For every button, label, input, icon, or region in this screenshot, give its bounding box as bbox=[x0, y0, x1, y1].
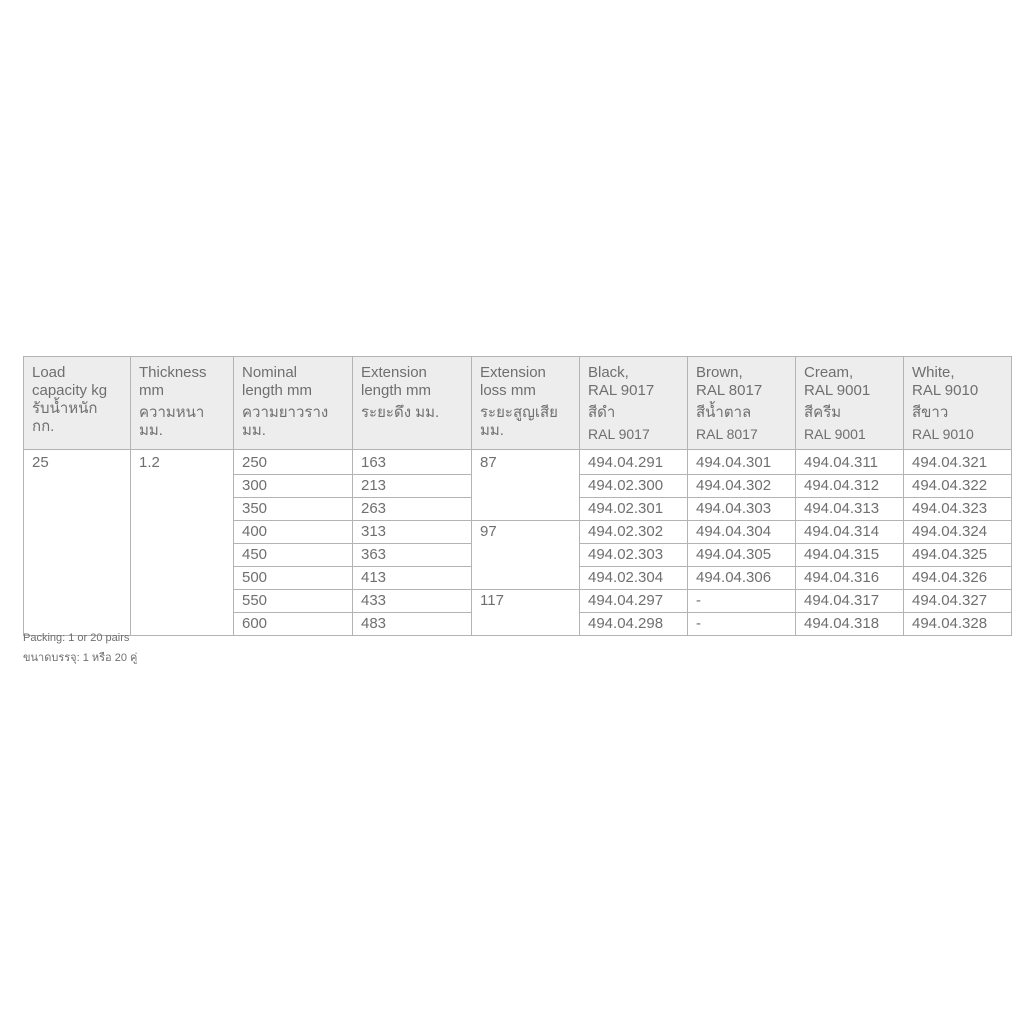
header-brown: Brown, RAL 8017 สีน้ำตาล RAL 8017 bbox=[688, 357, 796, 450]
nominal-length-cell: 300 bbox=[234, 475, 353, 498]
extension-loss-cell: 87 bbox=[472, 450, 580, 521]
nominal-length-cell: 350 bbox=[234, 498, 353, 521]
brown-article-cell: - bbox=[688, 590, 796, 613]
white-article-cell: 494.04.324 bbox=[904, 521, 1012, 544]
nominal-length-cell: 450 bbox=[234, 544, 353, 567]
brown-article-cell: 494.04.305 bbox=[688, 544, 796, 567]
extension-length-cell: 213 bbox=[353, 475, 472, 498]
header-extension-loss: Extension loss mm ระยะสูญเสีย มม. bbox=[472, 357, 580, 450]
black-article-cell: 494.02.303 bbox=[580, 544, 688, 567]
packing-note-th: ขนาดบรรจุ: 1 หรือ 20 คู่ bbox=[23, 652, 138, 664]
white-article-cell: 494.04.328 bbox=[904, 613, 1012, 636]
black-article-cell: 494.02.300 bbox=[580, 475, 688, 498]
black-article-cell: 494.04.298 bbox=[580, 613, 688, 636]
nominal-length-cell: 500 bbox=[234, 567, 353, 590]
cream-article-cell: 494.04.317 bbox=[796, 590, 904, 613]
cream-article-cell: 494.04.314 bbox=[796, 521, 904, 544]
extension-loss-cell: 97 bbox=[472, 521, 580, 590]
white-article-cell: 494.04.321 bbox=[904, 450, 1012, 475]
cream-article-cell: 494.04.311 bbox=[796, 450, 904, 475]
cream-article-cell: 494.04.312 bbox=[796, 475, 904, 498]
brown-article-cell: - bbox=[688, 613, 796, 636]
cream-article-cell: 494.04.315 bbox=[796, 544, 904, 567]
nominal-length-cell: 600 bbox=[234, 613, 353, 636]
cream-article-cell: 494.04.316 bbox=[796, 567, 904, 590]
extension-length-cell: 363 bbox=[353, 544, 472, 567]
white-article-cell: 494.04.326 bbox=[904, 567, 1012, 590]
extension-length-cell: 263 bbox=[353, 498, 472, 521]
extension-loss-cell: 117 bbox=[472, 590, 580, 636]
black-article-cell: 494.02.301 bbox=[580, 498, 688, 521]
specification-table bbox=[23, 356, 1012, 636]
thickness-cell: 1.2 bbox=[131, 450, 234, 636]
header-extension-length: Extension length mm ระยะดึง มม. bbox=[353, 357, 472, 450]
brown-article-cell: 494.04.302 bbox=[688, 475, 796, 498]
white-article-cell: 494.04.322 bbox=[904, 475, 1012, 498]
brown-article-cell: 494.04.304 bbox=[688, 521, 796, 544]
header-load-capacity: Load capacity kg รับน้ำหนัก กก. bbox=[24, 357, 131, 450]
brown-article-cell: 494.04.301 bbox=[688, 450, 796, 475]
extension-length-cell: 313 bbox=[353, 521, 472, 544]
header-thickness: Thickness mm ความหนา มม. bbox=[131, 357, 234, 450]
nominal-length-cell: 550 bbox=[234, 590, 353, 613]
header-white: White, RAL 9010 สีขาว RAL 9010 bbox=[904, 357, 1012, 450]
extension-length-cell: 483 bbox=[353, 613, 472, 636]
black-article-cell: 494.02.304 bbox=[580, 567, 688, 590]
packing-note-en: Packing: 1 or 20 pairs bbox=[23, 632, 130, 644]
brown-article-cell: 494.04.306 bbox=[688, 567, 796, 590]
cream-article-cell: 494.04.318 bbox=[796, 613, 904, 636]
black-article-cell: 494.04.297 bbox=[580, 590, 688, 613]
header-black: Black, RAL 9017 สีดำ RAL 9017 bbox=[580, 357, 688, 450]
table-row bbox=[24, 450, 1012, 475]
header-nominal-length: Nominal length mm ความยาวราง มม. bbox=[234, 357, 353, 450]
load-capacity-cell: 25 bbox=[24, 450, 131, 636]
header-cream: Cream, RAL 9001 สีครีม RAL 9001 bbox=[796, 357, 904, 450]
white-article-cell: 494.04.325 bbox=[904, 544, 1012, 567]
black-article-cell: 494.02.302 bbox=[580, 521, 688, 544]
extension-length-cell: 433 bbox=[353, 590, 472, 613]
white-article-cell: 494.04.323 bbox=[904, 498, 1012, 521]
nominal-length-cell: 250 bbox=[234, 450, 353, 475]
nominal-length-cell: 400 bbox=[234, 521, 353, 544]
black-article-cell: 494.04.291 bbox=[580, 450, 688, 475]
brown-article-cell: 494.04.303 bbox=[688, 498, 796, 521]
extension-length-cell: 163 bbox=[353, 450, 472, 475]
header-row bbox=[24, 357, 1012, 450]
white-article-cell: 494.04.327 bbox=[904, 590, 1012, 613]
cream-article-cell: 494.04.313 bbox=[796, 498, 904, 521]
extension-length-cell: 413 bbox=[353, 567, 472, 590]
